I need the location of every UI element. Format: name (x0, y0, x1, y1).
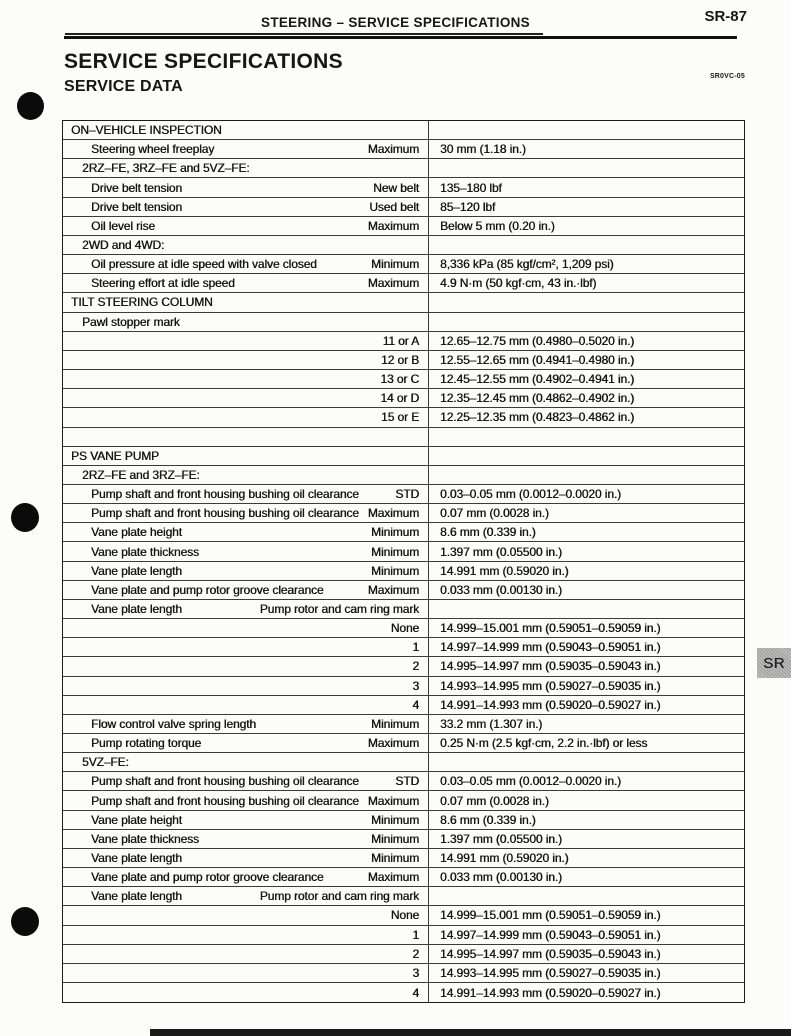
header-rule-thin (65, 33, 543, 35)
spec-qualifier: 13 or C (380, 372, 419, 387)
spec-qualifier: 1 (412, 640, 419, 655)
spec-left-cell (63, 945, 429, 963)
spec-left-cell (63, 178, 429, 196)
spec-label: PS VANE PUMP (71, 448, 159, 463)
spec-left-cell (63, 389, 429, 407)
spec-left-cell (63, 791, 429, 809)
binder-hole-icon (17, 92, 44, 120)
table-row (63, 370, 744, 389)
spec-qualifier: Minimum (371, 831, 419, 846)
spec-qualifier: Pump rotor and cam ring mark (259, 601, 419, 616)
spec-value: Below 5 mm (0.20 in.) (440, 218, 555, 233)
spec-left-cell (63, 906, 429, 924)
table-row (63, 408, 744, 427)
table-row (63, 791, 744, 810)
spec-label: Vane plate length (91, 851, 182, 866)
spec-qualifier: Maximum (367, 582, 419, 597)
table-row (63, 677, 744, 696)
table-row (63, 983, 744, 1002)
spec-value: 14.991 mm (0.59020 in.) (440, 563, 569, 578)
spec-value: 0.033 mm (0.00130 in.) (440, 870, 562, 885)
spec-left-cell (63, 562, 429, 580)
spec-qualifier: Minimum (371, 716, 419, 731)
spec-left-cell (63, 121, 429, 139)
spec-qualifier: Maximum (367, 793, 419, 808)
spec-qualifier: None (390, 908, 419, 923)
spec-left-cell (63, 830, 429, 848)
spec-value: 0.07 mm (0.0028 in.) (440, 793, 549, 808)
table-row (63, 523, 744, 542)
spec-left-cell (63, 140, 429, 158)
spec-label: 2RZ–FE, 3RZ–FE and 5VZ–FE: (82, 161, 250, 176)
header-rule-thick (64, 36, 737, 39)
table-row (63, 926, 744, 945)
spec-qualifier: Maximum (367, 218, 419, 233)
spec-value: 0.07 mm (0.0028 in.) (440, 506, 549, 521)
spec-value: 12.55–12.65 mm (0.4941–0.4980 in.) (440, 352, 635, 367)
table-row (63, 868, 744, 887)
spec-left-cell (63, 964, 429, 982)
spec-left-cell (63, 217, 429, 235)
spec-left-cell (63, 772, 429, 790)
table-row (63, 619, 744, 638)
spec-left-cell (63, 485, 429, 503)
spec-label: Vane plate thickness (91, 544, 199, 559)
running-header-title: STEERING – SERVICE SPECIFICATIONS (261, 15, 530, 30)
spec-left-cell (63, 600, 429, 618)
spec-label: Pawl stopper mark (82, 314, 180, 329)
spec-left-cell (63, 255, 429, 273)
spec-label: Oil pressure at idle speed with valve closed (91, 257, 317, 272)
spec-left-cell (63, 581, 429, 599)
spec-qualifier: STD (395, 487, 419, 502)
table-row (63, 332, 744, 351)
spec-label: Drive belt tension (91, 180, 182, 195)
spec-left-cell (63, 887, 429, 905)
spec-value (429, 466, 744, 484)
spec-label: Flow control valve spring length (91, 716, 256, 731)
spec-value: 8.6 mm (0.339 in.) (440, 812, 536, 827)
spec-value: 0.03–0.05 mm (0.0012–0.0020 in.) (440, 487, 621, 502)
spec-left-cell (63, 926, 429, 944)
bottom-scan-bar (150, 1029, 791, 1036)
table-row (63, 389, 744, 408)
spec-value: 12.35–12.45 mm (0.4862–0.4902 in.) (440, 391, 635, 406)
spec-left-cell (63, 504, 429, 522)
spec-left-cell (63, 868, 429, 886)
spec-qualifier: 3 (412, 678, 419, 693)
page-subtitle: SERVICE DATA (64, 78, 183, 95)
spec-value: 14.991 mm (0.59020 in.) (440, 851, 569, 866)
spec-value: 33.2 mm (1.307 in.) (440, 716, 543, 731)
spec-left-cell (63, 447, 429, 465)
table-row (63, 428, 744, 447)
spec-left-cell (63, 983, 429, 1002)
spec-qualifier: Maximum (367, 142, 419, 157)
spec-qualifier: 2 (412, 659, 419, 674)
spec-left-cell (63, 313, 429, 331)
spec-qualifier: New belt (373, 180, 419, 195)
page-number: SR-87 (704, 8, 747, 25)
spec-value (429, 600, 744, 618)
spec-value: 14.995–14.997 mm (0.59035–0.59043 in.) (440, 659, 661, 674)
table-row (63, 734, 744, 753)
spec-left-cell (63, 466, 429, 484)
table-row (63, 581, 744, 600)
table-row (63, 198, 744, 217)
spec-qualifier: 3 (412, 965, 419, 980)
spec-qualifier: Minimum (371, 812, 419, 827)
spec-qualifier: Maximum (367, 870, 419, 885)
spec-value: 1.397 mm (0.05500 in.) (440, 831, 562, 846)
spec-value: 1.397 mm (0.05500 in.) (440, 544, 562, 559)
doc-code: SR0VC-05 (709, 73, 745, 80)
spec-value: 0.25 N·m (2.5 kgf·cm, 2.2 in.·lbf) or less (440, 736, 648, 751)
table-row (63, 696, 744, 715)
spec-qualifier: Maximum (367, 736, 419, 751)
table-row (63, 906, 744, 925)
spec-left-cell (63, 542, 429, 560)
spec-left-cell (63, 408, 429, 426)
binder-hole-icon (11, 907, 39, 936)
service-data-table (62, 120, 745, 1003)
spec-qualifier: 15 or E (381, 410, 419, 425)
table-row (63, 542, 744, 561)
spec-label: Pump shaft and front housing bushing oil clearance (91, 487, 359, 502)
table-row (63, 772, 744, 791)
spec-label: ON–VEHICLE INSPECTION (71, 123, 222, 138)
section-tab-sr (757, 648, 791, 678)
spec-value (429, 428, 744, 446)
spec-label: Vane plate height (91, 812, 182, 827)
spec-qualifier: 11 or A (382, 333, 419, 348)
spec-value (429, 313, 744, 331)
spec-label: Steering wheel freeplay (91, 142, 215, 157)
spec-left-cell (63, 677, 429, 695)
spec-qualifier: 2 (412, 946, 419, 961)
table-row (63, 447, 744, 466)
spec-label: 5VZ–FE: (82, 755, 129, 770)
table-row (63, 121, 744, 140)
spec-value: 8.6 mm (0.339 in.) (440, 525, 536, 540)
page-title: SERVICE SPECIFICATIONS (64, 50, 343, 73)
spec-value (429, 293, 744, 311)
spec-label: Oil level rise (91, 218, 155, 233)
table-row (63, 140, 744, 159)
table-row (63, 753, 744, 772)
spec-value: 14.997–14.999 mm (0.59043–0.59051 in.) (440, 927, 661, 942)
spec-label: 2WD and 4WD: (82, 238, 165, 253)
spec-value: 14.995–14.997 mm (0.59035–0.59043 in.) (440, 946, 661, 961)
table-row (63, 485, 744, 504)
spec-left-cell (63, 370, 429, 388)
table-row (63, 313, 744, 332)
spec-label: Steering effort at idle speed (91, 276, 235, 291)
spec-left-cell (63, 274, 429, 292)
spec-value: 30 mm (1.18 in.) (440, 142, 526, 157)
spec-label: Pump shaft and front housing bushing oil clearance (91, 506, 359, 521)
spec-value (429, 447, 744, 465)
spec-value: 14.999–15.001 mm (0.59051–0.59059 in.) (440, 621, 661, 636)
spec-qualifier: Maximum (367, 506, 419, 521)
spec-left-cell (63, 734, 429, 752)
spec-left-cell (63, 332, 429, 350)
spec-left-cell (63, 619, 429, 637)
spec-left-cell (63, 638, 429, 656)
spec-left-cell (63, 696, 429, 714)
spec-qualifier: Minimum (371, 257, 419, 272)
spec-qualifier: Pump rotor and cam ring mark (259, 889, 419, 904)
spec-left-cell (63, 428, 429, 446)
table-row (63, 178, 744, 197)
spec-qualifier: Minimum (371, 563, 419, 578)
table-row (63, 657, 744, 676)
spec-label: TILT STEERING COLUMN (71, 295, 213, 310)
spec-qualifier: 4 (412, 697, 419, 712)
spec-label: Pump shaft and front housing bushing oil clearance (91, 793, 359, 808)
section-tab-label: SR (763, 654, 785, 672)
spec-value: 12.25–12.35 mm (0.4823–0.4862 in.) (440, 410, 635, 425)
spec-value: 8,336 kPa (85 kgf/cm², 1,209 psi) (440, 257, 614, 272)
spec-value (429, 121, 744, 139)
table-row (63, 830, 744, 849)
spec-label: Vane plate length (91, 601, 182, 616)
table-row (63, 638, 744, 657)
table-row (63, 715, 744, 734)
table-row (63, 466, 744, 485)
spec-label: Vane plate and pump rotor groove clearance (91, 870, 324, 885)
spec-left-cell (63, 657, 429, 675)
spec-qualifier: STD (395, 774, 419, 789)
table-row (63, 964, 744, 983)
spec-value: 0.033 mm (0.00130 in.) (440, 582, 562, 597)
spec-value (429, 887, 744, 905)
table-row (63, 562, 744, 581)
spec-value: 0.03–0.05 mm (0.0012–0.0020 in.) (440, 774, 621, 789)
table-row (63, 159, 744, 178)
table-row (63, 811, 744, 830)
spec-qualifier: 1 (412, 927, 419, 942)
spec-value: 4.9 N·m (50 kgf·cm, 43 in.·lbf) (440, 276, 597, 291)
spec-value: 135–180 lbf (440, 180, 502, 195)
spec-value: 14.993–14.995 mm (0.59027–0.59035 in.) (440, 965, 661, 980)
table-row (63, 849, 744, 868)
spec-qualifier: Minimum (371, 851, 419, 866)
spec-label: Pump shaft and front housing bushing oil clearance (91, 774, 359, 789)
spec-value (429, 236, 744, 254)
spec-qualifier: Maximum (367, 276, 419, 291)
spec-left-cell (63, 351, 429, 369)
spec-left-cell (63, 159, 429, 177)
spec-left-cell (63, 293, 429, 311)
spec-value: 12.65–12.75 mm (0.4980–0.5020 in.) (440, 333, 635, 348)
spec-value: 14.991–14.993 mm (0.59020–0.59027 in.) (440, 985, 661, 1000)
spec-qualifier: None (390, 621, 419, 636)
table-row (63, 217, 744, 236)
spec-label: Vane plate length (91, 563, 182, 578)
spec-left-cell (63, 523, 429, 541)
spec-label: Vane plate length (91, 889, 182, 904)
spec-value (429, 753, 744, 771)
spec-value: 14.993–14.995 mm (0.59027–0.59035 in.) (440, 678, 661, 693)
spec-label: 2RZ–FE and 3RZ–FE: (82, 467, 200, 482)
spec-value: 14.991–14.993 mm (0.59020–0.59027 in.) (440, 697, 661, 712)
spec-label: Vane plate and pump rotor groove clearance (91, 582, 324, 597)
spec-label: Vane plate height (91, 525, 182, 540)
table-row (63, 504, 744, 523)
table-row (63, 887, 744, 906)
spec-qualifier: Minimum (371, 525, 419, 540)
table-row (63, 600, 744, 619)
spec-left-cell (63, 753, 429, 771)
spec-qualifier: 12 or B (381, 352, 419, 367)
spec-value (429, 159, 744, 177)
spec-qualifier: Minimum (371, 544, 419, 559)
spec-value: 14.997–14.999 mm (0.59043–0.59051 in.) (440, 640, 661, 655)
spec-qualifier: 14 or D (380, 391, 419, 406)
spec-left-cell (63, 198, 429, 216)
spec-qualifier: 4 (412, 985, 419, 1000)
spec-left-cell (63, 236, 429, 254)
spec-left-cell (63, 849, 429, 867)
table-row (63, 274, 744, 293)
spec-value: 12.45–12.55 mm (0.4902–0.4941 in.) (440, 372, 635, 387)
table-row (63, 293, 744, 312)
spec-qualifier: Used belt (369, 199, 419, 214)
spec-left-cell (63, 811, 429, 829)
spec-left-cell (63, 715, 429, 733)
spec-value: 14.999–15.001 mm (0.59051–0.59059 in.) (440, 908, 661, 923)
table-row (63, 945, 744, 964)
spec-label: Vane plate thickness (91, 831, 199, 846)
table-row (63, 236, 744, 255)
spec-label: Pump rotating torque (91, 736, 202, 751)
table-row (63, 255, 744, 274)
binder-hole-icon (11, 503, 39, 532)
spec-value: 85–120 lbf (440, 199, 496, 214)
table-row (63, 351, 744, 370)
spec-label: Drive belt tension (91, 199, 182, 214)
